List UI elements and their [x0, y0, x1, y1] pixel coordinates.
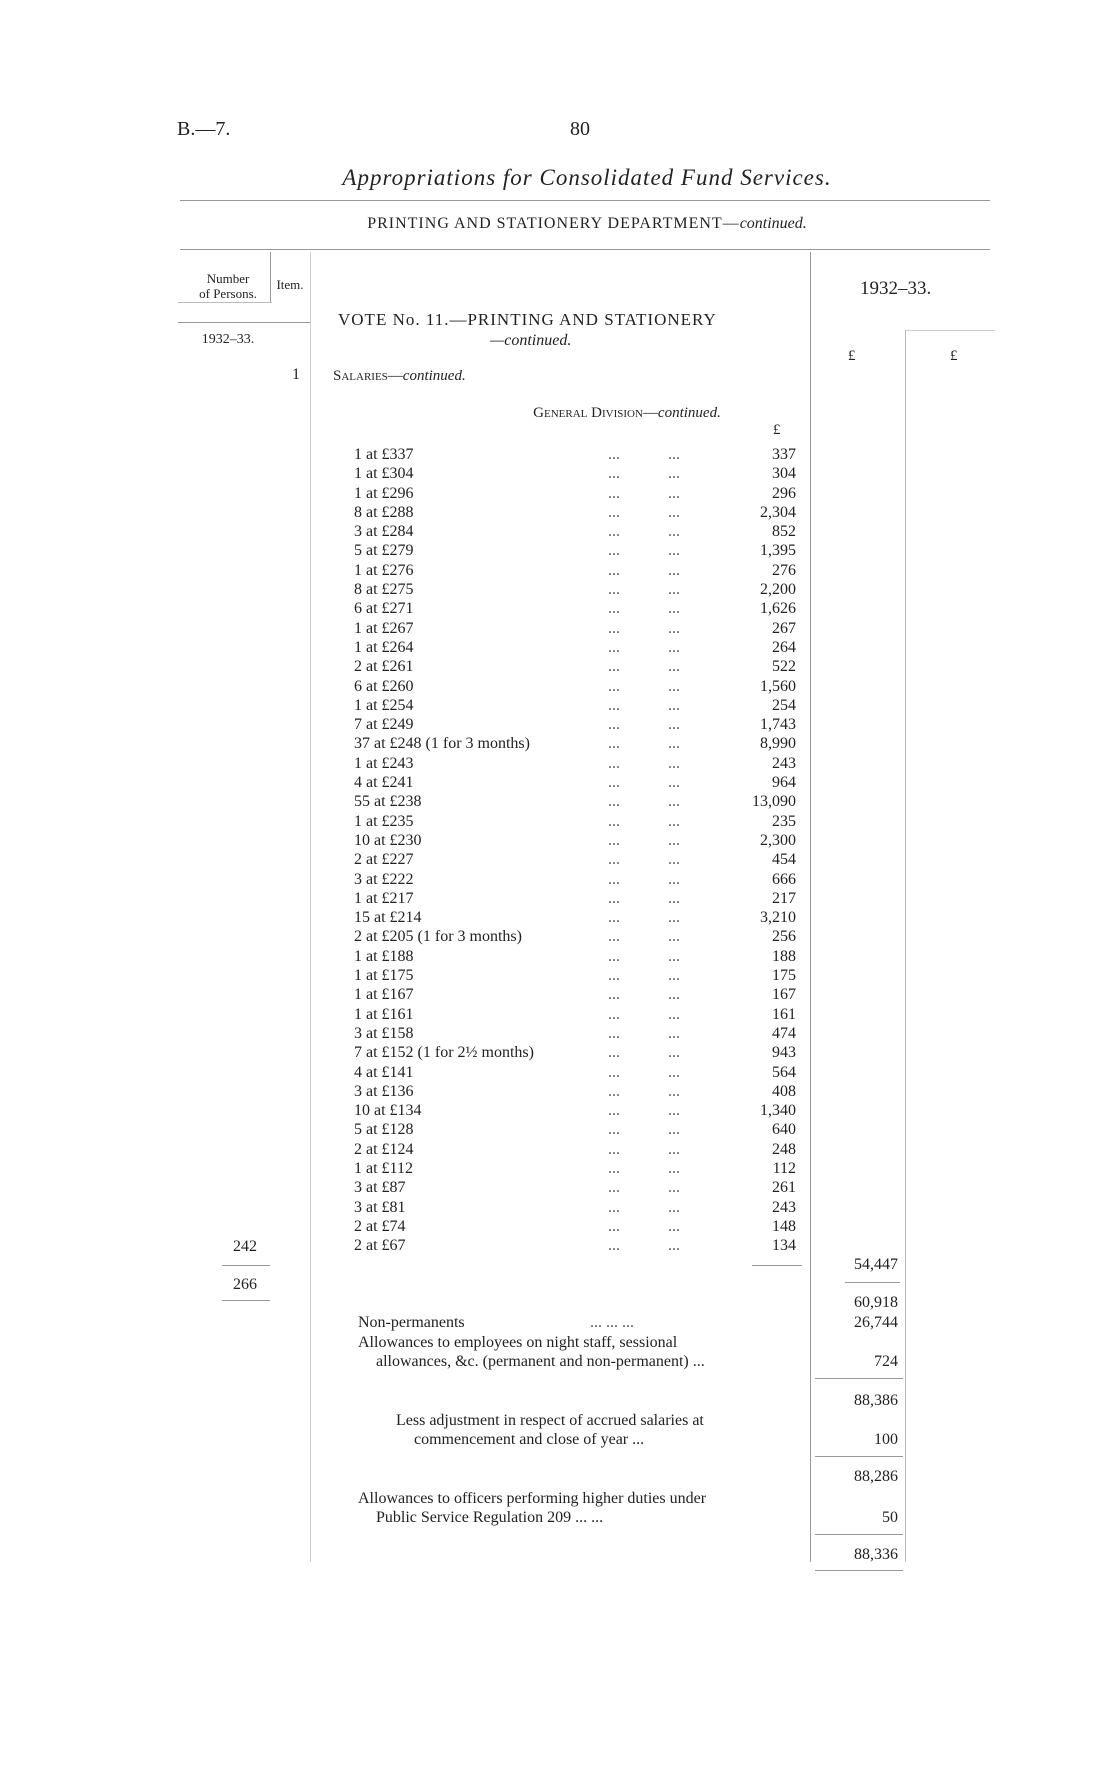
- salary-row-label: 3 at £284: [354, 523, 414, 541]
- salary-row-leader-2: ...: [668, 1024, 680, 1042]
- salary-row: [354, 908, 796, 927]
- salary-row-label: 10 at £134: [354, 1102, 422, 1120]
- salary-row-leader-1: ...: [608, 696, 620, 714]
- salary-row-leader-2: ...: [668, 1159, 680, 1177]
- salary-row-leader-2: ...: [668, 523, 680, 541]
- salary-row-label: 1 at £217: [354, 889, 414, 907]
- salary-row: [354, 657, 796, 676]
- subtotal-2: 88,286: [854, 1468, 898, 1485]
- header-underline-left: [178, 322, 310, 323]
- salary-row-label: 10 at £230: [354, 831, 422, 849]
- salary-row-label: 1 at £188: [354, 947, 414, 965]
- salary-row-label: 8 at £288: [354, 503, 414, 521]
- salary-row-leader-1: ...: [608, 1024, 620, 1042]
- salary-row-label: 1 at £304: [354, 465, 414, 483]
- salary-row-amount: 161: [772, 1005, 796, 1023]
- salary-row-amount: 337: [772, 446, 796, 463]
- less-adjustment-line-2: commencement and close of year ...: [414, 1431, 645, 1448]
- salary-row-leader-1: ...: [608, 851, 620, 869]
- item-left-rule: [270, 252, 271, 302]
- salaries-continued: continued.: [402, 368, 466, 384]
- salary-row: [354, 1063, 796, 1082]
- salary-row-leader-2: ...: [668, 889, 680, 907]
- salary-row-leader-1: ...: [608, 1159, 620, 1177]
- salary-row-leader-2: ...: [668, 1044, 680, 1062]
- salary-row-leader-2: ...: [668, 967, 680, 985]
- salary-row-leader-2: ...: [668, 716, 680, 734]
- salary-row: [354, 561, 796, 580]
- salary-row-amount: 964: [772, 774, 796, 792]
- salary-row-leader-2: ...: [668, 754, 680, 772]
- department-continued: continued.: [739, 215, 807, 232]
- salary-row-leader-1: ...: [608, 446, 620, 463]
- salary-row: [354, 445, 796, 464]
- salary-row: [354, 464, 796, 483]
- salary-row-leader-1: ...: [608, 600, 620, 618]
- salary-row-leader-2: ...: [668, 581, 680, 599]
- pound-heading-3: £: [773, 422, 781, 438]
- salary-row-leader-1: ...: [608, 735, 620, 753]
- persons-header-line1: Number: [206, 271, 250, 286]
- salary-row-amount: 454: [772, 851, 796, 869]
- general-division-continued: continued.: [657, 405, 721, 421]
- salary-row-leader-1: ...: [608, 870, 620, 888]
- salary-row-leader-1: ...: [608, 1082, 620, 1100]
- salary-row-label: 1 at £167: [354, 986, 414, 1004]
- salary-row-leader-1: ...: [608, 484, 620, 502]
- salary-row-amount: 276: [772, 561, 796, 579]
- year-heading-right: 1932–33.: [860, 278, 932, 299]
- salary-row-leader-2: ...: [668, 1237, 680, 1255]
- salary-row-leader-1: ...: [608, 1198, 620, 1216]
- salary-row-leader-2: ...: [668, 909, 680, 927]
- salary-row: [354, 619, 796, 638]
- grand-total-rule: [815, 1570, 903, 1571]
- salary-row-leader-1: ...: [608, 967, 620, 985]
- salary-row-leader-1: ...: [608, 561, 620, 579]
- department-name: PRINTING AND STATIONERY DEPARTMENT—: [367, 215, 740, 232]
- salary-row-amount: 2,200: [760, 581, 796, 599]
- salary-row-leader-1: ...: [608, 1237, 620, 1255]
- persons-total-rule: [222, 1300, 270, 1301]
- salary-row-label: 1 at £296: [354, 484, 414, 502]
- salary-row: [354, 734, 796, 753]
- salary-row-leader-2: ...: [668, 774, 680, 792]
- salary-row: [354, 889, 796, 908]
- salary-row: [354, 870, 796, 889]
- salary-row-leader-2: ...: [668, 542, 680, 560]
- salary-row-leader-1: ...: [608, 1102, 620, 1120]
- salary-row: [354, 1236, 796, 1255]
- salary-row: [354, 503, 796, 522]
- less-adjustment-amount: 100: [874, 1431, 898, 1448]
- salary-row: [354, 1178, 796, 1197]
- salary-row-leader-2: ...: [668, 677, 680, 695]
- salary-row-label: 4 at £141: [354, 1063, 414, 1081]
- salary-row: [354, 677, 796, 696]
- salary-row-leader-1: ...: [608, 503, 620, 521]
- salary-row-leader-2: ...: [668, 658, 680, 676]
- salary-row: [354, 1120, 796, 1139]
- salary-row: [354, 696, 796, 715]
- persons-column-header: [178, 271, 278, 301]
- page-number: 80: [570, 118, 590, 140]
- document-reference: B.—7.: [177, 118, 231, 140]
- salary-row-label: 55 at £238: [354, 793, 422, 811]
- salary-row: [354, 966, 796, 985]
- higher-duties-amount: 50: [882, 1509, 898, 1526]
- non-permanents-label: Non-permanents: [358, 1314, 465, 1331]
- salary-row-leader-1: ...: [608, 928, 620, 946]
- salary-row-label: 5 at £279: [354, 542, 414, 560]
- salary-row: [354, 850, 796, 869]
- salary-row-label: 3 at £222: [354, 870, 414, 888]
- higher-duties-rule: [815, 1534, 903, 1535]
- salary-row-amount: 264: [772, 638, 796, 656]
- salary-row-amount: 1,743: [760, 716, 796, 734]
- persons-total: 266: [233, 1276, 257, 1293]
- salary-row-amount: 188: [772, 947, 796, 965]
- salary-row-amount: 8,990: [760, 735, 796, 753]
- salary-rows: [354, 445, 796, 1255]
- non-permanents-amount: 26,744: [854, 1314, 898, 1331]
- salary-row-leader-2: ...: [668, 446, 680, 463]
- salary-row-leader-1: ...: [608, 1217, 620, 1235]
- amount-middle-rule: [905, 330, 906, 1562]
- salary-row-leader-1: ...: [608, 889, 620, 907]
- table-top-rule: [180, 249, 990, 250]
- salary-row-amount: 640: [772, 1121, 796, 1139]
- salary-row-amount: 2,304: [760, 503, 796, 521]
- salary-row-amount: 943: [772, 1044, 796, 1062]
- salary-row-amount: 243: [772, 1198, 796, 1216]
- salary-row-leader-1: ...: [608, 658, 620, 676]
- vote-continued: —continued.: [490, 332, 572, 349]
- salary-row-leader-1: ...: [608, 716, 620, 734]
- vote-title: VOTE No. 11.—PRINTING AND STATIONERY: [338, 310, 717, 329]
- salary-row-label: 2 at £74: [354, 1217, 406, 1235]
- higher-duties-line-2: Public Service Regulation 209 ... ...: [376, 1509, 604, 1526]
- salary-row: [354, 541, 796, 560]
- salary-row-leader-1: ...: [608, 523, 620, 541]
- salary-row-leader-2: ...: [668, 1198, 680, 1216]
- rows-total-rule: [752, 1265, 802, 1266]
- salary-row: [354, 638, 796, 657]
- salary-row-leader-1: ...: [608, 754, 620, 772]
- salary-row-label: 1 at £243: [354, 754, 414, 772]
- salaries-heading: [333, 368, 466, 385]
- salary-row-amount: 248: [772, 1140, 796, 1158]
- less-adjustment-rule: [815, 1456, 903, 1457]
- persons-subtotal: 242: [233, 1238, 257, 1255]
- general-division-total-rule: [845, 1282, 900, 1283]
- salary-row-leader-1: ...: [608, 581, 620, 599]
- salary-row-amount: 167: [772, 986, 796, 1004]
- salary-row-amount: 254: [772, 696, 796, 714]
- salary-row-label: 1 at £264: [354, 638, 414, 656]
- salary-row-label: 37 at £248 (1 for 3 months): [354, 735, 530, 753]
- salary-row-leader-1: ...: [608, 638, 620, 656]
- pound-heading-1: £: [848, 348, 856, 364]
- salary-row-amount: 852: [772, 523, 796, 541]
- salary-row-label: 1 at £235: [354, 812, 414, 830]
- salary-row-leader-2: ...: [668, 870, 680, 888]
- salary-row: [354, 599, 796, 618]
- salary-row-amount: 1,340: [760, 1102, 796, 1120]
- salary-row-leader-2: ...: [668, 986, 680, 1004]
- salary-row-label: 1 at £112: [354, 1159, 413, 1177]
- salary-row-leader-2: ...: [668, 1179, 680, 1197]
- salary-row-leader-1: ...: [608, 677, 620, 695]
- salary-row: [354, 1159, 796, 1178]
- salary-row-leader-2: ...: [668, 851, 680, 869]
- salary-row-leader-1: ...: [608, 465, 620, 483]
- salary-row-leader-1: ...: [608, 1121, 620, 1139]
- salary-row-label: 1 at £276: [354, 561, 414, 579]
- salary-row: [354, 947, 796, 966]
- salary-row: [354, 580, 796, 599]
- salary-row-leader-1: ...: [608, 619, 620, 637]
- salary-row-label: 3 at £158: [354, 1024, 414, 1042]
- salary-row-leader-1: ...: [608, 986, 620, 1004]
- salary-row-label: 1 at £175: [354, 967, 414, 985]
- salary-row: [354, 1005, 796, 1024]
- salary-row: [354, 1198, 796, 1217]
- salary-row: [354, 927, 796, 946]
- salary-row: [354, 1043, 796, 1062]
- non-permanents-leader: ... ... ...: [590, 1314, 634, 1331]
- salary-row: [354, 1024, 796, 1043]
- salary-row-leader-2: ...: [668, 1005, 680, 1023]
- salary-row-leader-2: ...: [668, 1140, 680, 1158]
- salary-row-leader-2: ...: [668, 1102, 680, 1120]
- salary-row-label: 1 at £161: [354, 1005, 414, 1023]
- department-heading: [0, 215, 1114, 233]
- salary-row-amount: 148: [772, 1217, 796, 1235]
- salary-row-leader-1: ...: [608, 1005, 620, 1023]
- salary-row: [354, 985, 796, 1004]
- salary-row-leader-1: ...: [608, 947, 620, 965]
- salary-row-leader-1: ...: [608, 542, 620, 560]
- salary-row: [354, 773, 796, 792]
- salaries-label: Salaries—: [333, 368, 403, 384]
- item-column-header: Item.: [276, 277, 304, 292]
- salary-row-leader-1: ...: [608, 1044, 620, 1062]
- salary-row-amount: 267: [772, 619, 796, 637]
- salary-row-leader-2: ...: [668, 503, 680, 521]
- title-rule: [180, 200, 990, 201]
- salary-row-label: 3 at £136: [354, 1082, 414, 1100]
- salary-row-amount: 235: [772, 812, 796, 830]
- salary-row: [354, 1101, 796, 1120]
- salary-row-leader-2: ...: [668, 1082, 680, 1100]
- salary-row-label: 15 at £214: [354, 909, 422, 927]
- salary-row-amount: 261: [772, 1179, 796, 1197]
- salary-row-label: 2 at £205 (1 for 3 months): [354, 928, 522, 946]
- allowances-rule: [815, 1378, 903, 1379]
- salary-row-amount: 666: [772, 870, 796, 888]
- salary-row-leader-2: ...: [668, 928, 680, 946]
- salary-row-label: 2 at £227: [354, 851, 414, 869]
- salary-row-leader-2: ...: [668, 1063, 680, 1081]
- item-number: 1: [292, 366, 300, 383]
- salary-row-leader-1: ...: [608, 774, 620, 792]
- salary-row-amount: 296: [772, 484, 796, 502]
- salary-row-leader-1: ...: [608, 1179, 620, 1197]
- salary-row-leader-1: ...: [608, 831, 620, 849]
- salary-row-amount: 13,090: [752, 793, 796, 811]
- salary-row: [354, 792, 796, 811]
- salary-row-label: 6 at £271: [354, 600, 414, 618]
- salary-row-amount: 243: [772, 754, 796, 772]
- salary-row-leader-2: ...: [668, 735, 680, 753]
- salary-row-leader-2: ...: [668, 696, 680, 714]
- subtotal-1: 88,386: [854, 1392, 898, 1409]
- general-division-total: 54,447: [854, 1256, 898, 1273]
- salary-row-leader-1: ...: [608, 812, 620, 830]
- salary-row-leader-2: ...: [668, 561, 680, 579]
- page-title: Appropriations for Consolidated Fund Services.: [342, 165, 832, 190]
- salary-row-leader-2: ...: [668, 1217, 680, 1235]
- pound-heading-2: £: [950, 348, 958, 364]
- general-division-heading: [0, 405, 1114, 422]
- salary-row: [354, 1217, 796, 1236]
- allowances-line-1: Allowances to employees on night staff, sessional: [358, 1334, 678, 1351]
- salary-row-leader-2: ...: [668, 484, 680, 502]
- salary-row-leader-2: ...: [668, 638, 680, 656]
- salaries-total: 60,918: [854, 1294, 898, 1311]
- salary-row-leader-2: ...: [668, 812, 680, 830]
- allowances-line-2: allowances, &c. (permanent and non-permanent) ...: [376, 1353, 705, 1370]
- salary-row-label: 2 at £67: [354, 1237, 406, 1255]
- general-division-label: General Division—: [533, 405, 658, 421]
- salary-row-amount: 2,300: [760, 831, 796, 849]
- salary-row-label: 3 at £87: [354, 1179, 406, 1197]
- salary-row-amount: 1,395: [760, 542, 796, 560]
- salary-row-amount: 3,210: [760, 909, 796, 927]
- salary-row-amount: 1,560: [760, 677, 796, 695]
- grand-total: 88,336: [854, 1546, 898, 1563]
- salary-row-label: 6 at £260: [354, 677, 414, 695]
- salary-row: [354, 812, 796, 831]
- salary-row-label: 1 at £254: [354, 696, 414, 714]
- year-heading-left: 1932–33.: [201, 332, 255, 347]
- salary-row-leader-1: ...: [608, 909, 620, 927]
- salary-row: [354, 754, 796, 773]
- salary-row-label: 3 at £81: [354, 1198, 406, 1216]
- salary-row-amount: 408: [772, 1082, 796, 1100]
- salary-row-label: 7 at £249: [354, 716, 414, 734]
- salary-row-label: 2 at £261: [354, 658, 414, 676]
- salary-row: [354, 831, 796, 850]
- salary-row-leader-2: ...: [668, 1121, 680, 1139]
- salary-row-leader-1: ...: [608, 793, 620, 811]
- salary-row: [354, 522, 796, 541]
- salary-row: [354, 1082, 796, 1101]
- salary-row-amount: 522: [772, 658, 796, 676]
- salary-row-amount: 564: [772, 1063, 796, 1081]
- salary-row-amount: 474: [772, 1024, 796, 1042]
- persons-subtotal-rule: [222, 1265, 270, 1266]
- salary-row-amount: 134: [772, 1237, 796, 1255]
- salary-row-label: 4 at £241: [354, 774, 414, 792]
- salary-row-leader-2: ...: [668, 947, 680, 965]
- salary-row: [354, 1140, 796, 1159]
- persons-header-line2: of Persons.: [199, 286, 257, 301]
- salary-row: [354, 484, 796, 503]
- salary-row-label: 8 at £275: [354, 581, 414, 599]
- salary-row-amount: 175: [772, 967, 796, 985]
- allowances-amount: 724: [874, 1353, 898, 1370]
- salary-row-amount: 217: [772, 889, 796, 907]
- less-adjustment-line-1: Less adjustment in respect of accrued salaries at: [396, 1412, 704, 1429]
- salary-row-leader-2: ...: [668, 793, 680, 811]
- salary-row-label: 1 at £267: [354, 619, 414, 637]
- salary-row-leader-2: ...: [668, 600, 680, 618]
- salary-row-amount: 304: [772, 465, 796, 483]
- salary-row-amount: 1,626: [760, 600, 796, 618]
- salary-row-leader-2: ...: [668, 619, 680, 637]
- amount-left-rule: [810, 252, 811, 1562]
- salary-row: [354, 715, 796, 734]
- salary-row-leader-2: ...: [668, 831, 680, 849]
- salary-row-leader-2: ...: [668, 465, 680, 483]
- salary-row-leader-1: ...: [608, 1063, 620, 1081]
- salary-row-label: 7 at £152 (1 for 2½ months): [354, 1044, 534, 1062]
- salary-row-label: 5 at £128: [354, 1121, 414, 1139]
- higher-duties-line-1: Allowances to officers performing higher duties under: [358, 1490, 707, 1507]
- header-sub-rule-right: [905, 330, 995, 331]
- salary-row-amount: 256: [772, 928, 796, 946]
- salary-row-amount: 112: [772, 1159, 796, 1177]
- salary-row-label: 1 at £337: [354, 446, 414, 463]
- salary-row-leader-1: ...: [608, 1140, 620, 1158]
- salary-row-label: 2 at £124: [354, 1140, 414, 1158]
- header-sub-rule: [178, 302, 272, 303]
- item-right-rule: [310, 252, 311, 1562]
